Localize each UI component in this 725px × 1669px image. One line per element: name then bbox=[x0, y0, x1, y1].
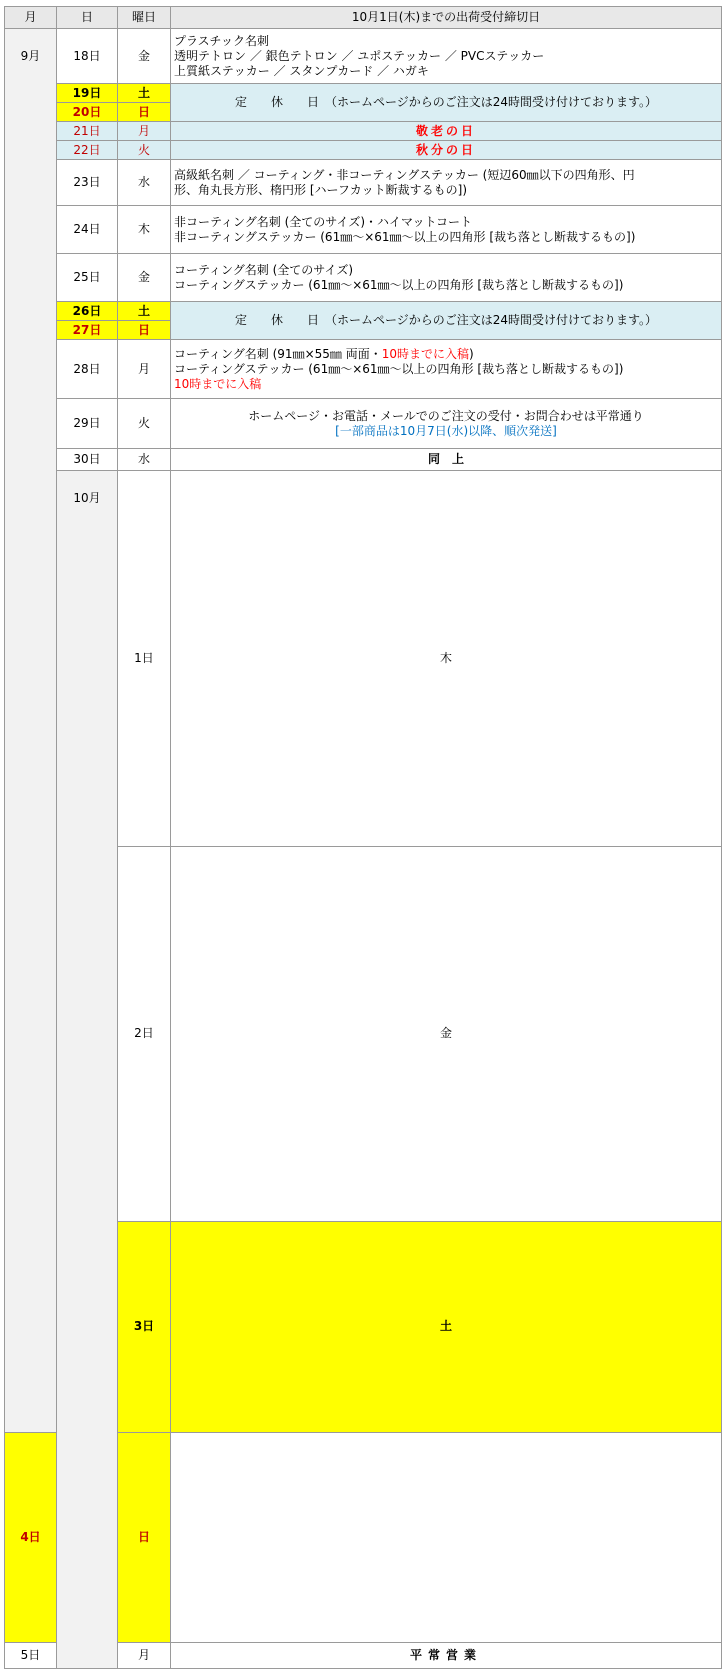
closed-cell bbox=[171, 302, 722, 340]
day-cell: 19日 bbox=[57, 84, 118, 103]
weekday-cell: 火 bbox=[118, 141, 171, 160]
day-cell: 18日 bbox=[57, 29, 118, 84]
day-cell: 4日 bbox=[5, 1432, 57, 1643]
day-cell: 23日 bbox=[57, 160, 118, 206]
table-row bbox=[5, 206, 722, 254]
closed-note: （ホームページからのご注文は24時間受け付けております。） bbox=[324, 95, 658, 109]
table-row bbox=[5, 399, 722, 449]
closed-note: （ホームページからのご注文は24時間受け付けております。） bbox=[324, 313, 658, 327]
day-cell: 30日 bbox=[57, 449, 118, 471]
day-cell: 5日 bbox=[5, 1643, 57, 1669]
cutoff-text: ) bbox=[469, 346, 474, 361]
closed-label: 定 休 日 bbox=[234, 313, 325, 327]
cutoff-line: 透明テトロン ／ 銀色テトロン ／ ユポステッカー ／ PVCステッカー bbox=[174, 48, 545, 63]
weekday-cell: 水 bbox=[118, 449, 171, 471]
cutoff-line: 形、角丸長方形、楕円形 [ハーフカット断裁するもの]) bbox=[174, 182, 468, 197]
day-cell: 27日 bbox=[57, 321, 118, 340]
weekday-cell: 木 bbox=[118, 206, 171, 254]
weekday-cell: 金 bbox=[171, 846, 722, 1222]
weekday-cell: 月 bbox=[118, 122, 171, 141]
cutoff-cell bbox=[171, 254, 722, 302]
day-cell: 2日 bbox=[118, 846, 171, 1222]
closed-label: 定 休 日 bbox=[234, 95, 325, 109]
cutoff-line: 上質紙ステッカー ／ スタンプカード ／ ハガキ bbox=[174, 63, 429, 78]
day-cell: 25日 bbox=[57, 254, 118, 302]
cutoff-cell bbox=[171, 206, 722, 254]
holiday-name: 秋分の日 bbox=[171, 141, 722, 160]
table-row bbox=[5, 160, 722, 206]
table-row bbox=[5, 84, 722, 103]
weekday-cell: 月 bbox=[118, 1643, 171, 1669]
day-cell: 28日 bbox=[57, 340, 118, 399]
day-cell: 20日 bbox=[57, 103, 118, 122]
month-september: 9月 bbox=[5, 29, 57, 1433]
weekday-cell: 月 bbox=[118, 340, 171, 399]
weekday-cell: 日 bbox=[118, 321, 171, 340]
same-as-above: 同 上 bbox=[171, 449, 722, 471]
table-row bbox=[5, 141, 722, 160]
shipping-schedule-table bbox=[4, 6, 722, 1669]
weekday-cell: 水 bbox=[118, 160, 171, 206]
weekday-cell: 土 bbox=[118, 84, 171, 103]
table-row bbox=[5, 302, 722, 321]
day-cell: 21日 bbox=[57, 122, 118, 141]
cutoff-line: 非コーティングステッカー (61㎜～×61㎜～以上の四角形 [裁ち落とし断裁するもの]) bbox=[174, 229, 636, 244]
header-title: 10月1日(木)までの出荷受付締切日 bbox=[171, 7, 722, 29]
cutoff-line: コーティングステッカー (61㎜～×61㎜～以上の四角形 [裁ち落とし断裁するもの]) bbox=[174, 277, 624, 292]
deadline-note: 10時までに入稿 bbox=[174, 376, 262, 391]
cutoff-cell bbox=[171, 29, 722, 84]
day-cell: 3日 bbox=[118, 1222, 171, 1433]
weekday-cell: 木 bbox=[171, 471, 722, 847]
day-cell: 22日 bbox=[57, 141, 118, 160]
notice-line: ホームページ・お電話・メールでのご注文の受付・お問合わせは平常通り bbox=[248, 408, 644, 423]
cutoff-cell bbox=[171, 160, 722, 206]
table-row bbox=[5, 471, 722, 847]
weekday-cell: 金 bbox=[118, 254, 171, 302]
weekday-cell: 日 bbox=[118, 103, 171, 122]
cutoff-line: コーティングステッカー (61㎜～×61㎜～以上の四角形 [裁ち落とし断裁するもの]) bbox=[174, 361, 624, 376]
day-cell: 24日 bbox=[57, 206, 118, 254]
table-row bbox=[5, 122, 722, 141]
header-day: 日 bbox=[57, 7, 118, 29]
header-row bbox=[5, 7, 722, 29]
table-row bbox=[5, 254, 722, 302]
header-weekday: 曜日 bbox=[118, 7, 171, 29]
table-row bbox=[5, 29, 722, 84]
holiday-name: 敬老の日 bbox=[171, 122, 722, 141]
cutoff-line: 非コーティング名刺 (全てのサイズ)・ハイマットコート bbox=[174, 214, 473, 229]
table-row bbox=[5, 449, 722, 471]
weekday-cell: 土 bbox=[171, 1222, 722, 1433]
cutoff-line: プラスチック名刺 bbox=[174, 33, 270, 48]
header-month: 月 bbox=[5, 7, 57, 29]
day-cell: 29日 bbox=[57, 399, 118, 449]
weekday-cell: 金 bbox=[118, 29, 171, 84]
normal-business: 平常営業 bbox=[171, 1643, 722, 1669]
weekday-cell: 日 bbox=[118, 1432, 171, 1643]
cutoff-text: コーティング名刺 (91㎜×55㎜ 両面・ bbox=[174, 346, 382, 361]
cutoff-cell bbox=[171, 340, 722, 399]
deadline-note: 10時までに入稿 bbox=[381, 346, 469, 361]
cutoff-line: コーティング名刺 (全てのサイズ) bbox=[174, 262, 354, 277]
weekday-cell: 土 bbox=[118, 302, 171, 321]
cutoff-line: 高級紙名刺 ／ コーティング・非コーティングステッカー (短辺60㎜以下の四角形、円 bbox=[174, 167, 635, 182]
cutoff-line bbox=[174, 347, 721, 362]
weekday-cell: 火 bbox=[118, 399, 171, 449]
closed-cell bbox=[171, 84, 722, 122]
notice-cell bbox=[171, 399, 722, 449]
day-cell: 26日 bbox=[57, 302, 118, 321]
month-october: 10月 bbox=[57, 471, 118, 1669]
table-row bbox=[5, 340, 722, 399]
notice-sub: [一部商品は10月7日(水)以降、順次発送] bbox=[335, 423, 557, 438]
day-cell: 1日 bbox=[118, 471, 171, 847]
